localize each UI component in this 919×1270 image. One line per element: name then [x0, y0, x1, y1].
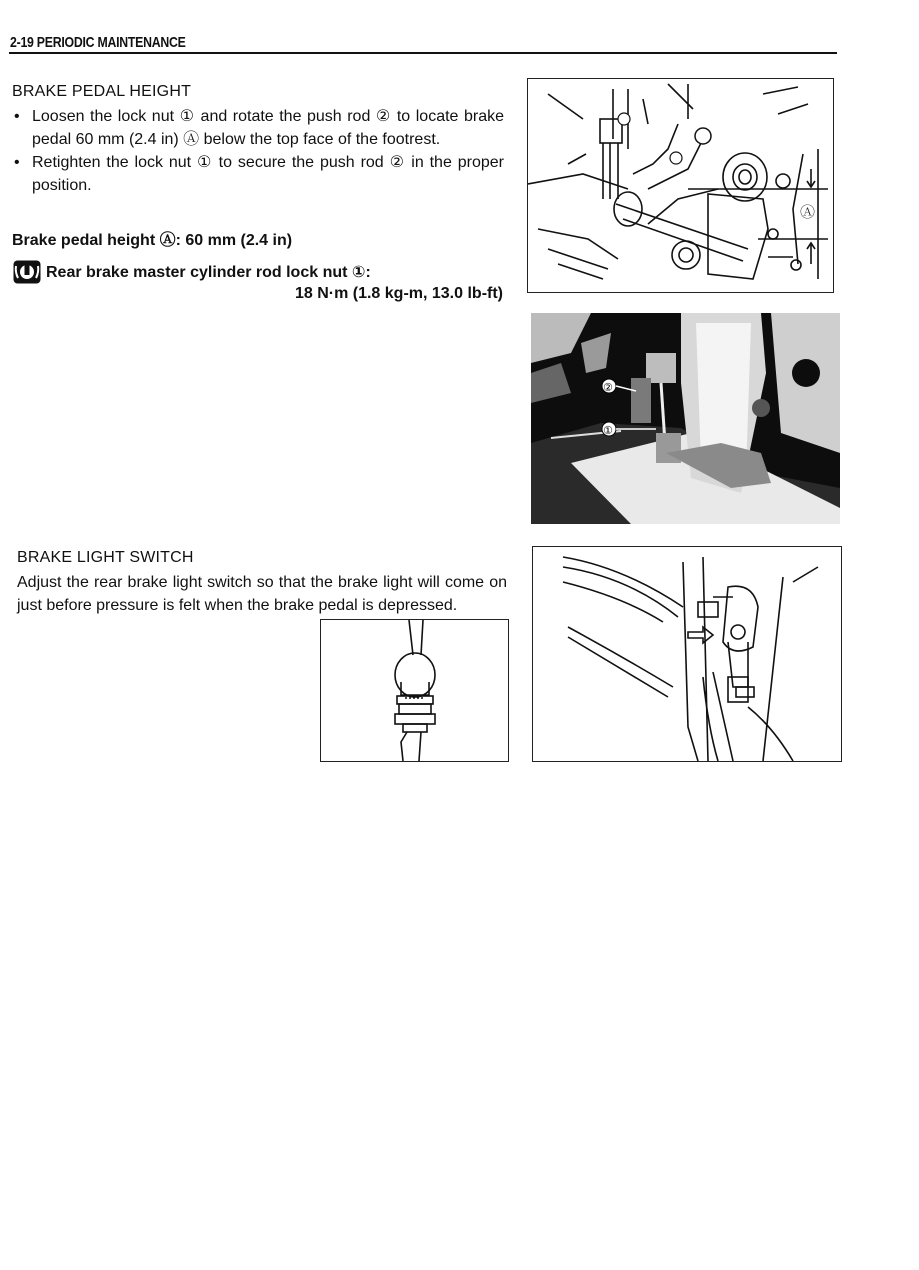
brake-pedal-height-spec: Brake pedal height Ⓐ: 60 mm (2.4 in) [12, 232, 293, 249]
brake-pedal-steps [12, 105, 504, 197]
page-header-label: 2-19 PERIODIC MAINTENANCE [10, 34, 186, 51]
brake-light-switch-text [17, 571, 507, 617]
brake-light-switch-location-diagram [532, 546, 842, 762]
list-item: • Loosen the lock nut ① and rotate the push rod ② to locate brake pedal 60 mm (2.4 in) Ⓐ below the top face of the footrest. [12, 105, 504, 151]
brake-pedal-height-title: BRAKE PEDAL HEIGHT [12, 83, 192, 100]
brake-pedal-diagram [527, 78, 834, 293]
header-rule [9, 52, 837, 54]
list-item: • Retighten the lock nut ① to secure the push rod ② in the proper position. [12, 151, 504, 197]
brake-light-switch-title: BRAKE LIGHT SWITCH [17, 549, 194, 566]
brake-light-switch-paragraph: Adjust the rear brake light switch so that the brake light will come on just before pressure is felt when the brake pedal is depressed. [17, 574, 507, 614]
brake-light-switch-diagram [320, 619, 509, 762]
torque-label: Rear brake master cylinder rod lock nut ①: [46, 264, 371, 281]
torque-value: 18 N·m (1.8 kg-m, 13.0 lb-ft) [294, 285, 503, 302]
bullet-dot: • [14, 108, 20, 125]
lock-nut-callout: ① [603, 424, 613, 437]
bullet-dot: • [14, 154, 20, 171]
torque-wrench-icon [13, 260, 41, 284]
push-rod-callout: ② [603, 381, 613, 394]
brake-pedal-photo [531, 313, 840, 524]
height-callout: Ⓐ [800, 203, 816, 221]
